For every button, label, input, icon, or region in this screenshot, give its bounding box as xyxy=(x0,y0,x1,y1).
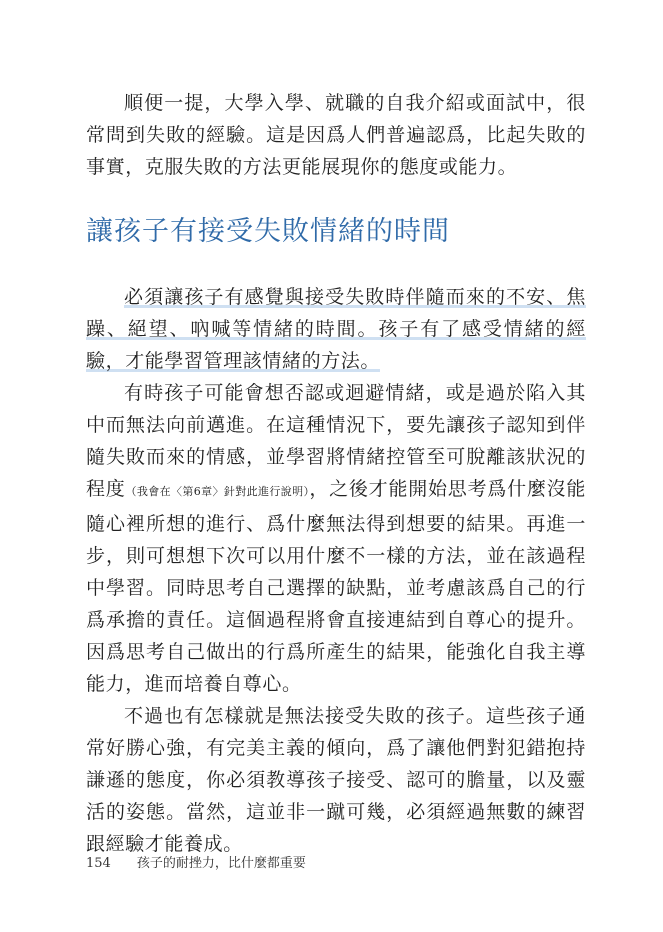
book-title: 孩子的耐挫力，比什麼都重要 xyxy=(136,856,306,871)
section-body xyxy=(86,281,586,860)
highlighted-paragraph xyxy=(86,281,586,377)
highlighted-text: 必須讓孩子有感覺與接受失敗時伴隨而來的不安、焦躁、絕望、吶喊等情緒的時間。孩子有了感受情緒的經驗，才能學習管理該情緒的方法。 xyxy=(86,286,586,372)
page-footer xyxy=(86,855,306,873)
paragraph-2-part-2: ，之後才能開始思考爲什麼沒能隨心裡所想的進行、爲什麼無法得到想要的結果。再進一步，則可想想下次可以用什麼不一樣的方法，並在該過程中學習。同時思考自己選擇的缺點，並考慮該爲自己的行爲承擔的責任。這個過程將會直接連結到自尊心的提升。因爲思考自己做出的行爲所產生的結果，能強化自我主導能力，進而培養自尊心。 xyxy=(86,478,586,695)
intro-paragraph: 順便一提，大學入學、就職的自我介紹或面試中，很常問到失敗的經驗。這是因爲人們普遍認爲，比起失敗的事實，克服失敗的方法更能展現你的態度或能力。 xyxy=(86,92,586,178)
intro-block xyxy=(86,87,586,183)
paragraph-2 xyxy=(86,377,586,700)
paragraph-2-part-1: 有時孩子可能會想否認或迴避情緒，或是過於陷入其中而無法向前邁進。在這種情況下，要先讓孩子認知到伴隨失敗而來的情感，並學習將情緒控管至可脫離該狀況的程度 xyxy=(86,382,586,500)
page-number: 154 xyxy=(86,856,111,871)
paragraph-2-note: （我會在〈第6章〉針對此進行說明） xyxy=(125,485,310,498)
paragraph-3: 不過也有怎樣就是無法接受失敗的孩子。這些孩子通常好勝心強，有完美主義的傾向，爲了讓他們對犯錯抱持謙遜的態度，你必須教導孩子接受、認可的膽量，以及靈活的姿態。當然，這並非一蹴可幾，必須經過無數的練習跟經驗才能養成。 xyxy=(86,705,586,855)
section-heading: 讓孩子有接受失敗情緒的時間 xyxy=(86,216,450,247)
